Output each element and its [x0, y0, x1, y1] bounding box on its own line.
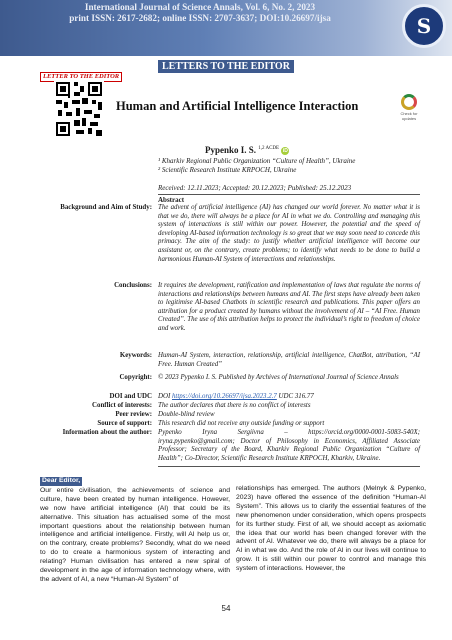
abstract-label: Keywords: — [119, 352, 152, 359]
doi-prefix: DOI — [158, 393, 172, 400]
check-for-updates-badge[interactable] — [398, 94, 420, 124]
article-title: Human and Artificial Intelligence Interaction — [116, 99, 359, 113]
publication-dates: Received: 12.11.2023; Accepted: 20.12.2023; Published: 25.12.2023 — [158, 184, 352, 192]
abstract-text: Human-AI System, interaction, relationship, artificial intelligence, ChatBot, attribution, “AI Free. Human Created” — [158, 352, 420, 368]
abstract-heading: Abstract — [158, 196, 185, 204]
page-number: 54 — [221, 604, 231, 613]
journal-logo: S — [402, 4, 446, 48]
abstract-text: It requires the development, ratification and implementation of laws that regulate the norms of interactions and relationships between humans and AI. The first steps have already been taken to legitimise AI-based Chatbots in scientific research and publications. This paper offers an attribution for a product created by humans without the involvement of AI – “AI Free. Human Created”. The use of this attribution helps to protect the individual’s right to freedom of choice and work. — [158, 282, 420, 332]
abstract-text: The advent of artificial intelligence (AI) has changed our world forever. No matter what it is that we do, there will always be a place for AI in what we do. Controlling and managing this system of interactions is still within our power. However, the potential and the speed of developing AI-based information technology is so great that we may soon need to concede this primacy. The aim of the study: to justify whether artificial intelligence will become our assistant or, on the contrary, create problems; to identify what needs to be done to build a harmonious Human-AI System of interactions and relationships. — [158, 204, 420, 263]
body-column-right — [236, 485, 426, 574]
abstract-text: The author declares that there is no conflict of interests — [158, 402, 311, 409]
abstract-label: Copyright: — [119, 374, 152, 381]
abstract-label: Source of support: — [97, 420, 152, 427]
abstract-label: Background and Aim of Study: — [60, 204, 152, 211]
abstract-label: Information about the author: — [62, 429, 152, 436]
body-paragraph: Our entire civilisation, the achievements of science and culture, have been created by human intelligence. However, we now have artificial intelligence (AI) that could be its alternative. This situation has actualised some of the most important questions about the relationship between human intelligence and artificial intelligence. Firstly, will AI help us or, on the contrary, create problems? Secondly, what do we need to do to create a harmonious system of interacting and relating? Human civilisation has entered a new spiral of development in the age of information technology where, with the advent of AI, a new “Human-AI System” of — [40, 486, 230, 583]
journal-banner — [0, 0, 452, 56]
check-for-updates-label: Check for updates — [400, 111, 418, 121]
abstract-text: Double-blind review — [158, 411, 215, 418]
section-tag: LETTER TO THE EDITOR — [40, 72, 122, 82]
orcid-icon[interactable]: iD — [282, 147, 288, 154]
author-name: Pypenko I. S. — [205, 145, 257, 155]
body-column-left — [40, 477, 230, 585]
abstract-text: This research did not receive any outside funding or support — [158, 420, 325, 427]
affiliations — [158, 157, 355, 175]
affiliation-2: ² Scientific Research Institute KRPOCH, Ukraine — [158, 166, 297, 174]
abstract-label: Conflict of interests: — [92, 402, 152, 409]
abstract-text: © 2023 Pypenko I. S. Published by Archives of International Journal of Science Annals — [158, 374, 399, 381]
abstract-label: Peer review: — [115, 411, 152, 418]
letters-section-title: LETTERS TO THE EDITOR — [158, 60, 294, 73]
abstract-label: Conclusions: — [114, 282, 152, 289]
author-affiliation-marks: 1,2 ACDE — [258, 146, 280, 151]
salutation: Dear Editor, — [42, 477, 81, 484]
affiliation-1: ¹ Kharkiv Regional Public Organization “Culture of Health”, Ukraine — [158, 157, 356, 165]
divider — [158, 466, 420, 467]
check-for-updates-icon — [401, 94, 417, 110]
author-line — [205, 145, 289, 155]
abstract-text: Pypenko Iryna Sergiivna – https://orcid.org/0000-0001-5083-540X; iryna.pypenko@gmail.com; Doctor of Philosophy in Economics, Affiliated Associate Professor; Secretary of the Board, Kharkiv Regional Public Organization “Culture of Health”; Co-Director, Scientific Research Institute KRPOCH, Kharkiv, Ukraine. — [158, 429, 420, 462]
journal-header — [0, 2, 400, 24]
udc-code: UDC 316.77 — [276, 393, 314, 400]
journal-citation: International Journal of Science Annals, Vol. 6, No. 2, 2023 — [84, 2, 316, 12]
body-paragraph: relationships has emerged. The authors (Melnyk & Pypenko, 2023) have offered the essence of the definition “Human-AI System”. This allows us to clarify the essential features of the new phenomenon under consideration, which opens prospects for its further study. First of all, we should accept as axiomatic the idea that our world has been changed forever with the advent of AI. Whatever we do, there will always be a place for AI in what we do. And the role of AI in our lives will continue to grow. It is still within our power to control and manage this system of interactions. However, the — [236, 485, 426, 573]
abstract-label: DOI and UDC — [109, 393, 152, 400]
divider — [158, 194, 420, 195]
doi-link[interactable]: https://doi.org/10.26697/ijsa.2023.2.7 — [171, 393, 277, 400]
qr-code-icon — [54, 80, 104, 138]
journal-issn: print ISSN: 2617-2682; online ISSN: 2707-3637; DOI:10.26697/ijsa — [69, 13, 331, 23]
abstract-text — [158, 393, 420, 402]
